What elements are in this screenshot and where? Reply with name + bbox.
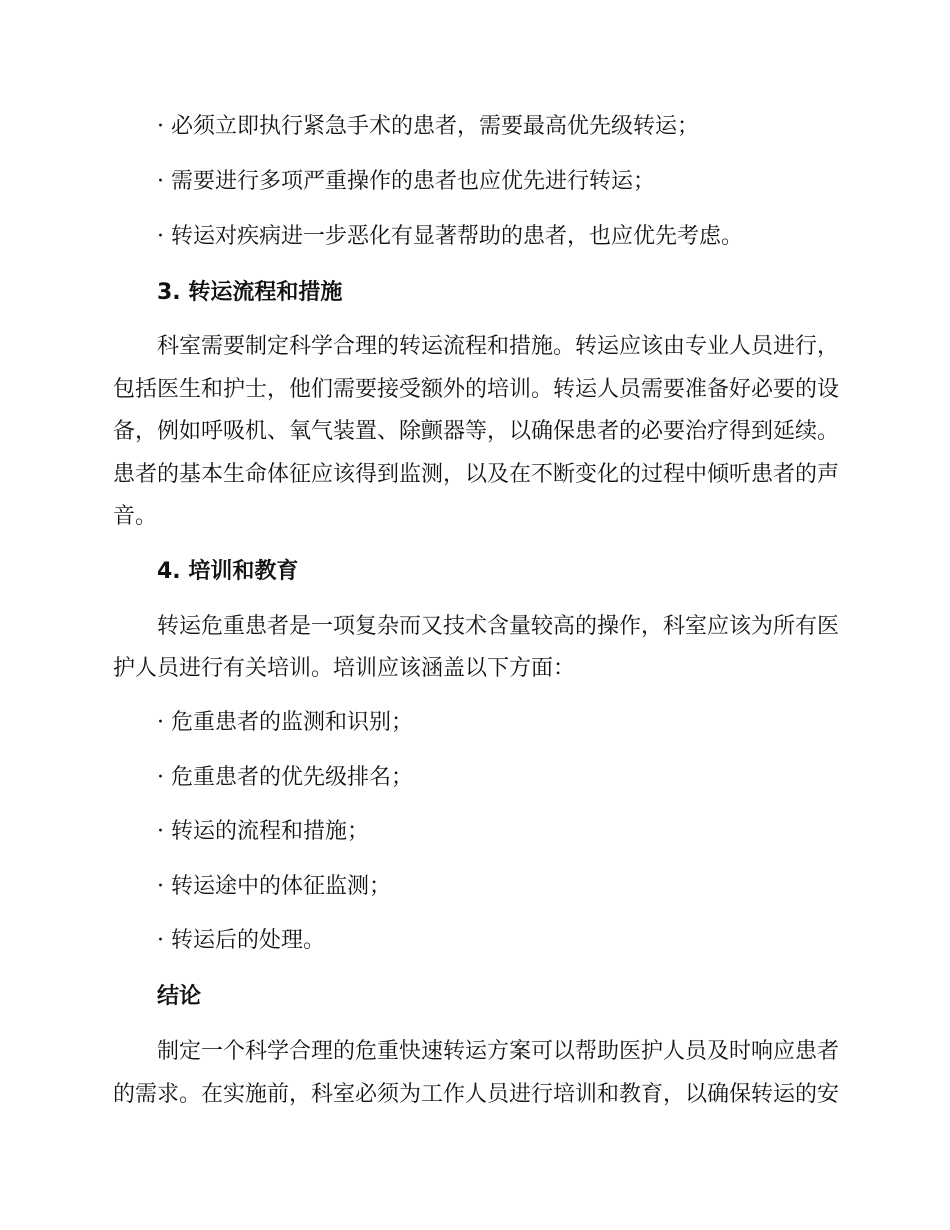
paragraph-line: 音。: [113, 504, 158, 529]
list-item: · 转运途中的体征监测；: [157, 874, 391, 899]
paragraph-line: 转运危重患者是一项复杂而又技术含量较高的操作，科室应该为所有医: [157, 614, 840, 639]
list-item: · 危重患者的监测和识别；: [157, 710, 413, 735]
paragraph-line: 护人员进行有关培训。培训应该涵盖以下方面：: [113, 656, 576, 681]
list-item: · 危重患者的优先级排名；: [157, 765, 413, 790]
paragraph-line: 包括医生和护士，他们需要接受额外的培训。转运人员需要准备好必要的设: [113, 377, 840, 402]
list-item: · 必须立即执行紧急手术的患者，需要最高优先级转运；: [157, 114, 699, 139]
list-item: · 转运对疾病进一步恶化有显著帮助的患者，也应优先考虑。: [157, 224, 743, 249]
section-heading: 3. 转运流程和措施: [157, 280, 343, 305]
list-item: · 转运后的处理。: [157, 928, 325, 953]
paragraph-line: 的需求。在实施前，科室必须为工作人员进行培训和教育，以确保转运的安: [113, 1082, 840, 1107]
paragraph-line: 制定一个科学合理的危重快速转运方案可以帮助医护人员及时响应患者: [157, 1039, 840, 1064]
paragraph-line: 患者的基本生命体征应该得到监测，以及在不断变化的过程中倾听患者的声: [113, 462, 840, 487]
list-item: · 需要进行多项严重操作的患者也应优先进行转运；: [157, 169, 655, 194]
section-heading: 结论: [157, 984, 202, 1009]
list-item: · 转运的流程和措施；: [157, 819, 369, 844]
section-heading: 4. 培训和教育: [157, 559, 299, 584]
paragraph-line: 备，例如呼吸机、氧气装置、除颤器等，以确保患者的必要治疗得到延续。: [113, 419, 840, 444]
paragraph-line: 科室需要制定科学合理的转运流程和措施。转运应该由专业人员进行，: [157, 334, 840, 359]
